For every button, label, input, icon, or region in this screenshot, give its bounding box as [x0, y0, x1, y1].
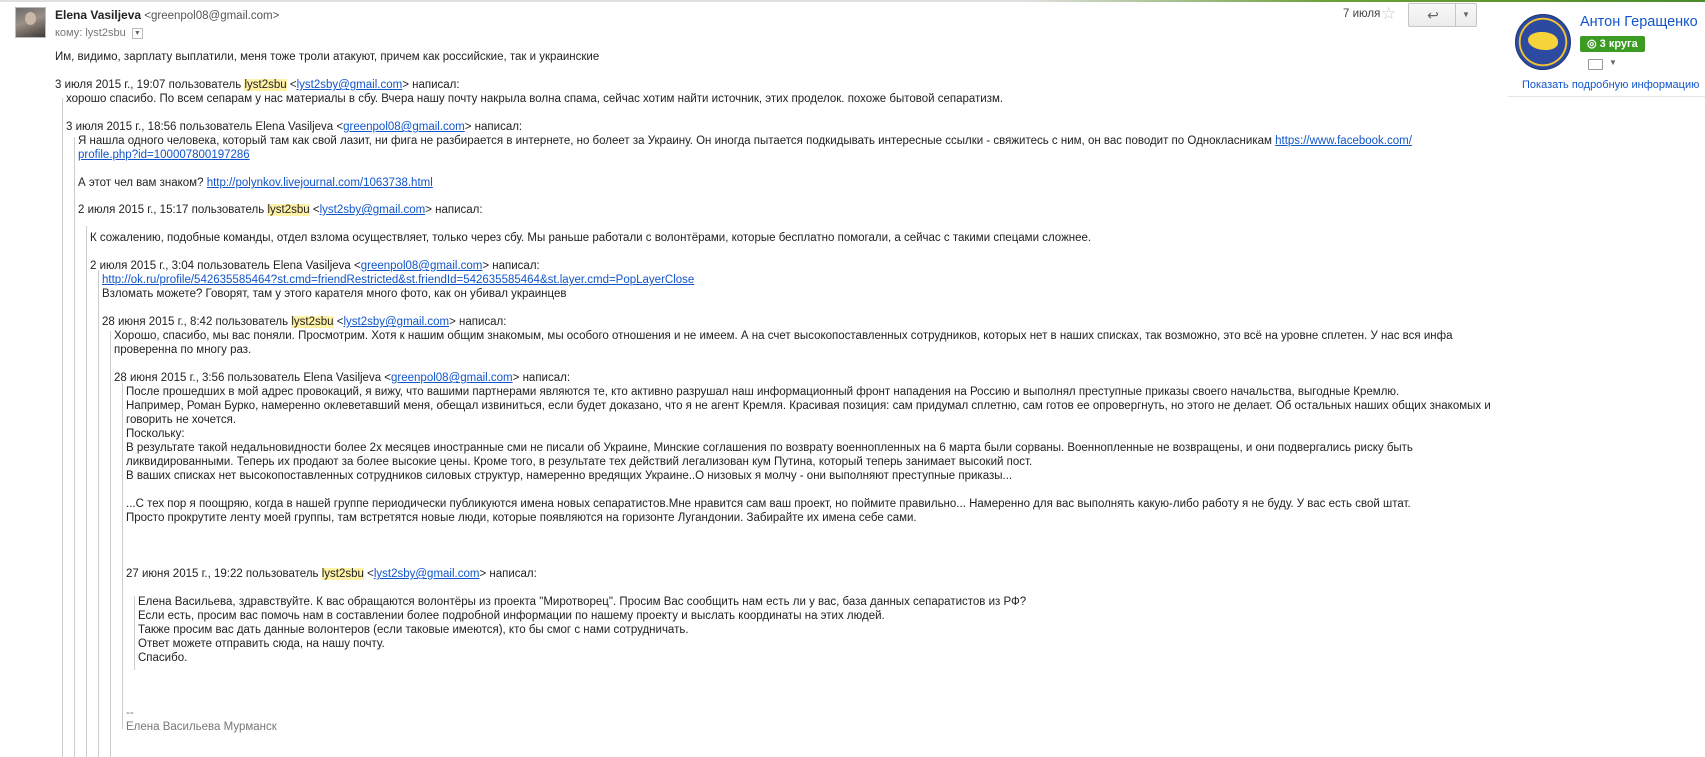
- contact-name[interactable]: Антон Геращенко: [1580, 14, 1698, 30]
- quote-text: Спасибо.: [138, 652, 188, 664]
- star-icon[interactable]: ☆: [1381, 4, 1397, 23]
- quote-header: [90, 259, 540, 273]
- quote-header-suffix: > написал:: [482, 260, 540, 272]
- quote-header: [78, 203, 483, 217]
- quote-header-suffix: > написал:: [479, 568, 537, 580]
- quote-text: К сожалению, подобные команды, отдел взлома осуществляет, только через сбу. Мы раньше работали с волонтёрами, которые бесплатно помогали, а сейчас с такими спецами сложнее.: [90, 232, 1092, 244]
- quote-username: lyst2sbu: [321, 568, 364, 580]
- quote-text: Поскольку:: [126, 428, 185, 440]
- to-value: lyst2sbu: [85, 27, 126, 39]
- quote-border: [98, 270, 99, 757]
- quote-text: говорить не хочется.: [126, 414, 237, 426]
- quote-text-part: Я нашла одного человека, который там как свой лазит, ни фига не разбирается в интернете, но болеет за Украину. Он иногда пытается подкидывать интересные ссылки - свяжитесь с ним, он вас поводит по Однокласникам: [78, 135, 1272, 147]
- quote-email-open: <: [336, 316, 344, 328]
- quote-border: [110, 331, 111, 757]
- contact-avatar-seal[interactable]: [1515, 14, 1571, 70]
- quote-text-part: А этот чел вам знаком?: [78, 177, 204, 189]
- sidebar-divider: [1508, 96, 1705, 97]
- ok-profile-link[interactable]: http://ok.ru/profile/542635585464?st.cmd=friendRestricted&st.friendId=542635585464&st.layer.cmd=PopLayerClose: [102, 274, 695, 286]
- quote-border: [122, 383, 123, 729]
- recipient-details-dropdown-icon[interactable]: ▼: [132, 28, 143, 39]
- quote-header-suffix: > написал:: [464, 121, 523, 133]
- quote-header: [114, 371, 570, 385]
- signature-separator: --: [126, 707, 134, 719]
- quote-border: [74, 137, 75, 757]
- envelope-icon[interactable]: [1588, 59, 1603, 70]
- chevron-down-icon: ▼: [1462, 10, 1470, 19]
- quote-text: хорошо спасибо. По всем сепарам у нас материалы в сбу. Вчера нашу почту накрыла волна спама, сейчас хотим найти источник, этих проделок. похоже бытовой сепаратизм.: [66, 93, 1004, 105]
- quote-text: [102, 273, 694, 287]
- quote-header-prefix: 27 июня 2015 г., 19:22 пользователь: [126, 568, 319, 580]
- quote-text: [78, 134, 1412, 148]
- quote-email-open: <: [312, 204, 320, 216]
- quote-email-link[interactable]: greenpol08@gmail.com: [360, 260, 483, 272]
- quote-header-prefix: 2 июля 2015 г., 3:04 пользователь Elena Vasiljeva <: [90, 260, 361, 272]
- quote-email-link[interactable]: greenpol08@gmail.com: [391, 372, 513, 384]
- quote-header-prefix: 3 июля 2015 г., 18:56 пользователь Elena Vasiljeva <: [66, 121, 344, 133]
- quote-text: Также просим вас дать данные волонтеров (если таковые имеются), кто бы смог с нами сотрудничать.: [138, 624, 689, 636]
- quote-username: lyst2sbu: [267, 204, 310, 216]
- quote-text: Просто прокрутите ленту моей группы, там встретятся новые люди, которые появляются на горизонте Лугандонии. Забирайте их имена себе сами.: [126, 512, 917, 524]
- circles-button[interactable]: [1580, 36, 1645, 52]
- quote-email-link[interactable]: lyst2sby@gmail.com: [373, 568, 480, 580]
- ukraine-map-icon: [1528, 32, 1558, 50]
- intro-text: Им, видимо, зарплату выплатили, меня тоже троли атакуют, причем как российские, так и украинские: [55, 51, 600, 63]
- quote-text: Взломать можете? Говорят, там у этого карателя много фото, как он убивал украинцев: [102, 288, 567, 300]
- contact-sidebar: [1508, 0, 1705, 757]
- chevron-down-icon[interactable]: ▼: [1609, 58, 1617, 67]
- quote-email-link[interactable]: lyst2sby@gmail.com: [296, 79, 403, 91]
- circles-label: 3 круга: [1599, 38, 1638, 50]
- quote-border: [62, 98, 63, 757]
- quote-text: ...С тех пор я поощряю, когда в нашей группе периодически публикуются имена новых сепаратистов.Мне нравится сам ваш проект, но поймите правильно... Намеренно для вас выполнять какую-либо работу я не буду. У вас есть свой штат.: [126, 498, 1411, 510]
- sender-email: <greenpol08@gmail.com>: [144, 10, 280, 22]
- quote-email-open: <: [367, 568, 374, 580]
- quote-text: Ответ можете отправить сюда, на нашу почту.: [138, 638, 385, 650]
- circle-icon: ◎: [1587, 38, 1597, 50]
- quote-header: [66, 120, 522, 134]
- quote-email-open: <: [289, 79, 297, 91]
- quote-username: lyst2sbu: [244, 79, 287, 91]
- reply-icon: ↩: [1427, 7, 1439, 23]
- quote-text: После прошедших в мой адрес провокаций, я вижу, что вашими партнерами являются те, кто активно разрушал наш информационный фронт нападения на Россию и выполнял преступные приказы своего начальства, выгодные Кремлю.: [126, 386, 1400, 398]
- quote-header: [102, 315, 506, 329]
- quote-header: [55, 78, 460, 92]
- quote-header-prefix: 28 июня 2015 г., 8:42 пользователь: [102, 316, 289, 328]
- quote-border: [86, 226, 87, 757]
- quote-header-suffix: > написал:: [449, 316, 507, 328]
- quote-text: В ваших списках нет высокопоставленных сотрудников силовых структур, намеренно вредящих Украине..О низовых я молчу - они выполняют преступные приказы...: [126, 470, 1013, 482]
- quote-header-prefix: 2 июля 2015 г., 15:17 пользователь: [78, 204, 265, 216]
- quote-header: [126, 567, 537, 581]
- quote-header-suffix: > написал:: [402, 79, 460, 91]
- facebook-link-continued[interactable]: profile.php?id=100007800197286: [78, 149, 250, 161]
- quote-text: В результате такой недальновидности более 2х месяцев иностранные сми не писали об Украине, Минские соглашения по возврату военнопленных на 6 марта были сорваны. Военнопленные не возвращены, и они подвергались риску быть: [126, 442, 1413, 454]
- quote-text: Хорошо, спасибо, мы вас поняли. Просмотрим. Хотя к нашим общим знакомым, мы особого отношения и не имеем. А на счет высокопоставленных сотрудников, которых нет в наших списках, так возможно, это всё на уровне сплетен. У нас вся инфа: [114, 330, 1453, 342]
- to-label: кому:: [55, 27, 83, 39]
- quote-email-link[interactable]: greenpol08@gmail.com: [343, 121, 465, 133]
- quote-username: lyst2sbu: [291, 316, 334, 328]
- quote-email-link[interactable]: lyst2sby@gmail.com: [343, 316, 450, 328]
- quote-text: Если есть, просим вас помочь нам в составлении более подробной информации по нашему проекту и выслать координаты на этих людей.: [138, 610, 885, 622]
- livejournal-link[interactable]: http://polynkov.livejournal.com/1063738.html: [206, 177, 433, 189]
- quote-text: Елена Васильева, здравствуйте. К вас обращаются волонтёры из проекта "Миротворец". Просим Вас сообщить нам есть ли у вас, база данных сепаратистов из РФ?: [138, 596, 1027, 608]
- quote-text: проверенна по многу раз.: [114, 344, 252, 356]
- signature: Елена Васильева Мурманск: [126, 721, 277, 733]
- quote-header-prefix: 3 июля 2015 г., 19:07 пользователь: [55, 79, 242, 91]
- quote-header-suffix: > написал:: [512, 372, 571, 384]
- message-date: 7 июля: [1343, 8, 1381, 20]
- quote-header-suffix: > написал:: [425, 204, 483, 216]
- facebook-link[interactable]: https://www.facebook.com/: [1275, 135, 1412, 147]
- quote-header-prefix: 28 июня 2015 г., 3:56 пользователь Elena Vasiljeva <: [114, 372, 392, 384]
- quote-text: [78, 176, 433, 190]
- quote-email-link[interactable]: lyst2sby@gmail.com: [319, 204, 426, 216]
- show-details-link[interactable]: Показать подробную информацию: [1522, 79, 1700, 91]
- quote-text: ликвидированными. Теперь их продают за более высокие цены. Кроме того, в результате тех действий легализован кум Путина, который теперь занимает высокий пост.: [126, 456, 1033, 468]
- quote-text: [78, 148, 250, 162]
- quote-text: Например, Роман Бурко, намеренно оклеветавший меня, обещал извиниться, если будет доказано, что я не агент Кремля. Красивая позиция: сам придумал сплетню, сам готов ее опровергнуть, но этого не делает. Об остальных наших общих знакомых и: [126, 400, 1491, 412]
- quote-border: [134, 596, 135, 670]
- sender-name[interactable]: Elena Vasiljeva: [55, 8, 142, 22]
